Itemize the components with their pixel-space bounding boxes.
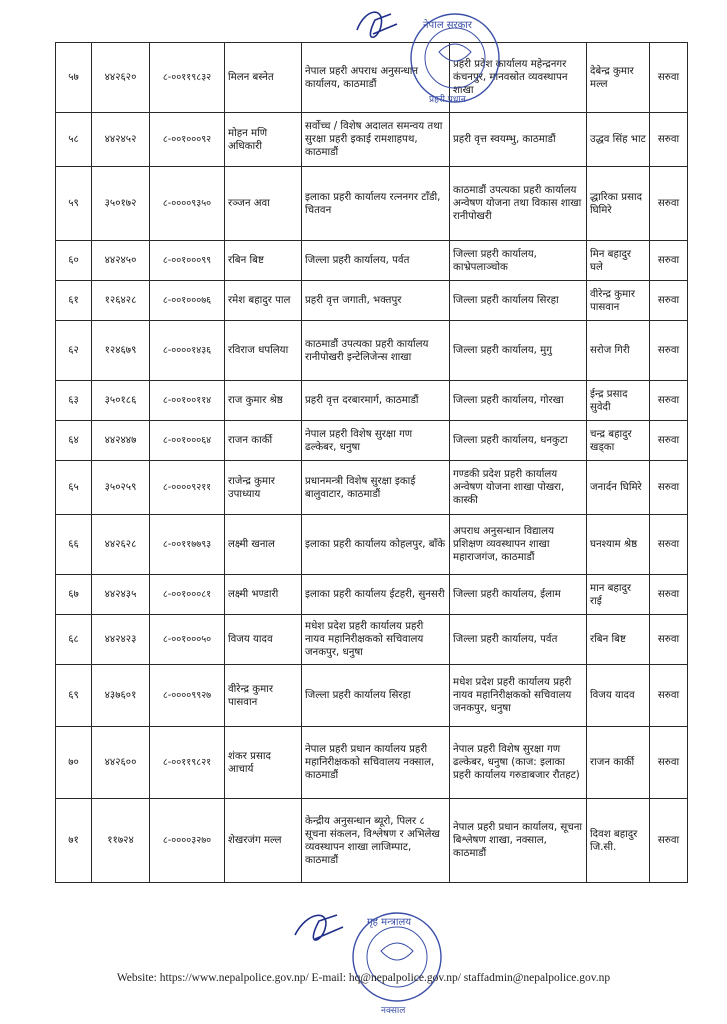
new-office-cell: जिल्ला प्रहरी कार्यालय, पर्वत xyxy=(450,615,587,665)
table-row xyxy=(56,421,688,461)
transfer-table xyxy=(55,42,688,883)
table-row xyxy=(56,113,688,167)
code-number-cell: ८-००११७७९३ xyxy=(150,515,225,575)
employee-id-cell: ३५०२५९ xyxy=(92,461,150,515)
code-number-cell: ८-००००९२११ xyxy=(150,461,225,515)
employee-id-cell: ३५०१८६ xyxy=(92,381,150,421)
current-office-cell: इलाका प्रहरी कार्यालय ईटहरी, सुनसरी xyxy=(302,575,450,615)
employee-name-cell: राज कुमार श्रेष्ठ xyxy=(225,381,302,421)
action-cell: सरुवा xyxy=(650,799,688,883)
code-number-cell: ८-००११९८३२ xyxy=(150,43,225,113)
current-office-cell: प्रधानमन्त्री विशेष सुरक्षा इकाई बालुवाटार, काठमाडौं xyxy=(302,461,450,515)
employee-name-cell: रबिन बिष्ट xyxy=(225,241,302,281)
current-office-cell: प्रहरी वृत्त दरबारमार्ग, काठमाडौं xyxy=(302,381,450,421)
code-number-cell: ८-००१०००६४ xyxy=(150,421,225,461)
employee-id-cell: ४४२६२८ xyxy=(92,515,150,575)
new-office-cell: जिल्ला प्रहरी कार्यालय, गोरखा xyxy=(450,381,587,421)
current-office-cell: नेपाल प्रहरी विशेष सुरक्षा गण ढल्केबर, धनुषा xyxy=(302,421,450,461)
code-number-cell: ८-००११९८२१ xyxy=(150,727,225,799)
code-number-cell: ८-००१०००७६ xyxy=(150,281,225,321)
employee-name-cell: विजय यादव xyxy=(225,615,302,665)
new-office-cell: गण्डकी प्रदेश प्रहरी कार्यालय अन्वेषण योजना शाखा पोखरा, कास्की xyxy=(450,461,587,515)
current-office-cell: नेपाल प्रहरी अपराध अनुसन्धान कार्यालय, काठमाडौं xyxy=(302,43,450,113)
employee-name-cell: रविराज धपलिया xyxy=(225,321,302,381)
action-cell: सरुवा xyxy=(650,381,688,421)
table-row xyxy=(56,43,688,113)
serial-number-cell: ६७ xyxy=(56,575,92,615)
replacement-name-cell: वीरेन्द्र कुमार पासवान xyxy=(587,281,650,321)
code-number-cell: ८-००१००११४ xyxy=(150,381,225,421)
replacement-name-cell: सरोज गिरी xyxy=(587,321,650,381)
replacement-name-cell: विजय यादव xyxy=(587,665,650,727)
code-number-cell: ८-००००१४३६ xyxy=(150,321,225,381)
new-office-cell: अपराध अनुसन्धान विद्यालय प्रशिक्षण व्यवस्थापन शाखा महाराजगंज, काठमाडौं xyxy=(450,515,587,575)
seal-text-2: गृह मन्त्रालय xyxy=(367,917,412,928)
code-number-cell: ८-००००९३५० xyxy=(150,167,225,241)
action-cell: सरुवा xyxy=(650,615,688,665)
code-number-cell: ८-००००३२७० xyxy=(150,799,225,883)
replacement-name-cell: द्धारिका प्रसाद घिमिरे xyxy=(587,167,650,241)
new-office-cell: जिल्ला प्रहरी कार्यालय सिरहा xyxy=(450,281,587,321)
employee-id-cell: ४४२६०० xyxy=(92,727,150,799)
official-seal-bottom xyxy=(285,895,460,1020)
current-office-cell: सर्वोच्च / विशेष अदालत समन्वय तथा सुरक्षा प्रहरी इकाई रामशाहपथ, काठमाडौं xyxy=(302,113,450,167)
employee-name-cell: शंकर प्रसाद आचार्य xyxy=(225,727,302,799)
current-office-cell: इलाका प्रहरी कार्यालय रत्ननगर टाँडी, चितवन xyxy=(302,167,450,241)
serial-number-cell: ६४ xyxy=(56,421,92,461)
employee-name-cell: राजन कार्की xyxy=(225,421,302,461)
table-row xyxy=(56,461,688,515)
employee-id-cell: ४४२४२३ xyxy=(92,615,150,665)
action-cell: सरुवा xyxy=(650,281,688,321)
serial-number-cell: ६८ xyxy=(56,615,92,665)
code-number-cell: ८-००१०००९९ xyxy=(150,241,225,281)
replacement-name-cell: मिन बहादुर घले xyxy=(587,241,650,281)
employee-id-cell: ११७२४ xyxy=(92,799,150,883)
table-row xyxy=(56,381,688,421)
serial-number-cell: ७१ xyxy=(56,799,92,883)
current-office-cell: केन्द्रीय अनुसन्धान ब्यूरो, पिलर ८ सूचना संकलन, विश्लेषण र अभिलेख व्यवस्थापन शाखा लाजिम्पाट, काठमाडौं xyxy=(302,799,450,883)
table-row xyxy=(56,727,688,799)
new-office-cell: मधेश प्रदेश प्रहरी कार्यालय प्रहरी नायव महानिरीक्षकको सचिवालय जनकपुर, धनुषा xyxy=(450,665,587,727)
new-office-cell: प्रहरी प्रदेश कार्यालय महेन्द्रनगर कंचनपुर, मानवस्रोत व्यवस्थापन शाखा xyxy=(450,43,587,113)
employee-name-cell: मिलन बस्नेत xyxy=(225,43,302,113)
seal-text-3: प्रहरी प्रधान xyxy=(429,95,466,105)
table-row xyxy=(56,575,688,615)
current-office-cell: जिल्ला प्रहरी कार्यालय सिरहा xyxy=(302,665,450,727)
serial-number-cell: ६१ xyxy=(56,281,92,321)
replacement-name-cell: राजन कार्की xyxy=(587,727,650,799)
new-office-cell: जिल्ला प्रहरी कार्यालय, धनकुटा xyxy=(450,421,587,461)
employee-name-cell: शेखरजंग मल्ल xyxy=(225,799,302,883)
table-row xyxy=(56,665,688,727)
serial-number-cell: ६३ xyxy=(56,381,92,421)
action-cell: सरुवा xyxy=(650,43,688,113)
employee-id-cell: १२६४२८ xyxy=(92,281,150,321)
employee-id-cell: ३५०१७२ xyxy=(92,167,150,241)
new-office-cell: जिल्ला प्रहरी कार्यालय, ईलाम xyxy=(450,575,587,615)
table-row xyxy=(56,799,688,883)
action-cell: सरुवा xyxy=(650,665,688,727)
table-row xyxy=(56,321,688,381)
action-cell: सरुवा xyxy=(650,575,688,615)
employee-name-cell: रञ्जन अवा xyxy=(225,167,302,241)
replacement-name-cell: ईन्द्र प्रसाद सुवेदी xyxy=(587,381,650,421)
serial-number-cell: ७० xyxy=(56,727,92,799)
employee-id-cell: १२४६७९ xyxy=(92,321,150,381)
serial-number-cell: ६९ xyxy=(56,665,92,727)
seal-text-1: नेपाल सरकार xyxy=(423,20,472,31)
serial-number-cell: ५७ xyxy=(56,43,92,113)
page-footer: Website: https://www.nepalpolice.gov.np/ E-mail: hq@nepalpolice.gov.np/ staffadmin@nepalpolice.gov.np xyxy=(116,972,611,984)
serial-number-cell: ५८ xyxy=(56,113,92,167)
action-cell: सरुवा xyxy=(650,167,688,241)
employee-id-cell: ४३७६०१ xyxy=(92,665,150,727)
replacement-name-cell: देबेन्द्र कुमार मल्ल xyxy=(587,43,650,113)
employee-name-cell: लक्ष्मी खनाल xyxy=(225,515,302,575)
employee-name-cell: वीरेन्द्र कुमार पासवान xyxy=(225,665,302,727)
code-number-cell: ८-००१०००५० xyxy=(150,615,225,665)
new-office-cell: नेपाल प्रहरी विशेष सुरक्षा गण ढल्केबर, धनुषा (काज: इलाका प्रहरी कार्यालय गरुडाबजार रौतहट) xyxy=(450,727,587,799)
new-office-cell: नेपाल प्रहरी प्रधान कार्यालय, सूचना बिश्लेषण शाखा, नक्साल, काठमाडौं xyxy=(450,799,587,883)
employee-id-cell: ४४२४५० xyxy=(92,241,150,281)
new-office-cell: प्रहरी वृत्त स्वयम्भु, काठमाडौं xyxy=(450,113,587,167)
current-office-cell: काठमाडौं उपत्यका प्रहरी कार्यालय रानीपोखरी इन्टेलिजेन्स शाखा xyxy=(302,321,450,381)
serial-number-cell: ६२ xyxy=(56,321,92,381)
action-cell: सरुवा xyxy=(650,321,688,381)
code-number-cell: ८-००००९९२७ xyxy=(150,665,225,727)
action-cell: सरुवा xyxy=(650,113,688,167)
current-office-cell: जिल्ला प्रहरी कार्यालय, पर्वत xyxy=(302,241,450,281)
replacement-name-cell: उद्धव सिंह भाट xyxy=(587,113,650,167)
table-row xyxy=(56,615,688,665)
replacement-name-cell: दिवश बहादुर जि.सी. xyxy=(587,799,650,883)
replacement-name-cell: मान बहादुर राई xyxy=(587,575,650,615)
replacement-name-cell: रबिन बिष्ट xyxy=(587,615,650,665)
current-office-cell: इलाका प्रहरी कार्यालय कोहलपुर, बाँके xyxy=(302,515,450,575)
employee-id-cell: ४४२४३५ xyxy=(92,575,150,615)
employee-id-cell: ४४२४५२ xyxy=(92,113,150,167)
serial-number-cell: ६५ xyxy=(56,461,92,515)
new-office-cell: काठमाडौं उपत्यका प्रहरी कार्यालय अन्वेषण योजना तथा विकास शाखा रानीपोखरी xyxy=(450,167,587,241)
serial-number-cell: ६० xyxy=(56,241,92,281)
serial-number-cell: ५९ xyxy=(56,167,92,241)
table-row xyxy=(56,241,688,281)
action-cell: सरुवा xyxy=(650,515,688,575)
table-body xyxy=(56,43,688,883)
current-office-cell: मधेश प्रदेश प्रहरी कार्यालय प्रहरी नायव महानिरीक्षकको सचिवालय जनकपुर, धनुषा xyxy=(302,615,450,665)
replacement-name-cell: जनार्दन घिमिरे xyxy=(587,461,650,515)
table-row xyxy=(56,167,688,241)
table-row xyxy=(56,281,688,321)
seal-text-4: नक्साल xyxy=(381,1006,406,1016)
current-office-cell: प्रहरी वृत्त जगाती, भक्तपुर xyxy=(302,281,450,321)
employee-id-cell: ४४२४४७ xyxy=(92,421,150,461)
action-cell: सरुवा xyxy=(650,727,688,799)
action-cell: सरुवा xyxy=(650,461,688,515)
action-cell: सरुवा xyxy=(650,241,688,281)
current-office-cell: नेपाल प्रहरी प्रधान कार्यालय प्रहरी महानिरीक्षकको सचिवालय नक्साल, काठमाडौं xyxy=(302,727,450,799)
code-number-cell: ८-००१०००८१ xyxy=(150,575,225,615)
employee-name-cell: लक्ष्मी भण्डारी xyxy=(225,575,302,615)
replacement-name-cell: घनश्याम श्रेष्ठ xyxy=(587,515,650,575)
table-row xyxy=(56,515,688,575)
employee-name-cell: रमेश बहादुर पाल xyxy=(225,281,302,321)
serial-number-cell: ६६ xyxy=(56,515,92,575)
employee-name-cell: राजेन्द्र कुमार उपाध्याय xyxy=(225,461,302,515)
new-office-cell: जिल्ला प्रहरी कार्यालय, मुगु xyxy=(450,321,587,381)
code-number-cell: ८-००१०००९२ xyxy=(150,113,225,167)
employee-name-cell: मोहन मणि अधिकारी xyxy=(225,113,302,167)
employee-id-cell: ४४२६२० xyxy=(92,43,150,113)
action-cell: सरुवा xyxy=(650,421,688,461)
replacement-name-cell: चन्द्र बहादुर खड्का xyxy=(587,421,650,461)
new-office-cell: जिल्ला प्रहरी कार्यालय, काभ्रेपलाञ्चोक xyxy=(450,241,587,281)
